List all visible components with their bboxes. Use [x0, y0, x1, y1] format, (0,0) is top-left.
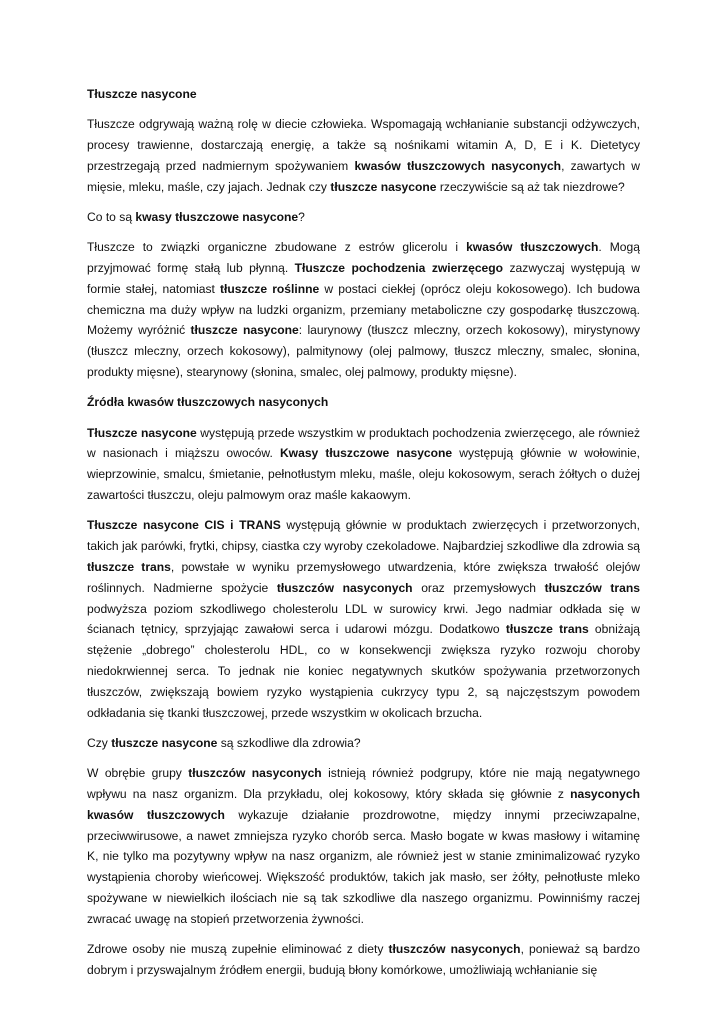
- paragraph-healthy-people: [87, 939, 640, 981]
- bold-phrase: tłuszczów nasyconych: [388, 941, 521, 956]
- bold-phrase: tłuszcze trans: [505, 622, 589, 637]
- paragraph-sources: [87, 423, 640, 506]
- text-run: istnieją również podgrupy, które nie mają negatywnego wpływu na nasz organizm. Dla przykładu, olej kokosowy, który składa się głównie z: [87, 766, 640, 801]
- bold-phrase: tłuszcze nasycone: [111, 735, 218, 750]
- bold-phrase: tłuszczów trans: [544, 580, 640, 595]
- bold-phrase: Kwasy tłuszczowe nasycone: [279, 446, 453, 461]
- text-run: , powstałe w wyniku przemysłowego utwardzenia, które zwiększa trwałość olejów roślinnych. Nadmierne spożycie: [87, 559, 640, 595]
- bold-phrase: kwasy tłuszczowe nasycone: [135, 209, 299, 224]
- paragraph-intro: [87, 114, 640, 197]
- text-run: występują głównie w wołowinie, wieprzowinie, smalcu, śmietanie, pełnotłustym mleku, maśle, oleju kokosowym, serach żółtych o dużej zawartości tłuszczu, oleju palmowym oraz maśle kakaowym.: [87, 446, 641, 503]
- text-run: Tłuszcze to związki organiczne zbudowane z estrów glicerolu i: [87, 240, 467, 255]
- text-run: zazwyczaj występują w formie stałej, natomiast: [87, 261, 640, 296]
- bold-phrase: kwasów tłuszczowych: [466, 240, 599, 255]
- bold-phrase: tłuszcze trans: [87, 559, 171, 574]
- text-run: : laurynowy (tłuszcz mleczny, orzech kokosowy), mirystynowy (tłuszcz mleczny, orzech kokosowy), palmitynowy (olej palmowy, tłuszcz mleczny, smalec, słonina, produkty mięsne), stearynowy (słonina, smalec, olej palmowy, produkty mięsne).: [87, 323, 640, 380]
- bold-phrase: tłuszczów nasyconych: [188, 766, 322, 781]
- bold-phrase: tłuszcze nasycone: [330, 179, 437, 194]
- text-run: Czy: [87, 735, 112, 750]
- text-run: Tłuszcze odgrywają ważną rolę w diecie człowieka. Wspomagają wchłanianie substancji odżywczych, procesy trawienne, dostarczają energię, a także są nośnikami witamin A, D, E i K. Dietetycy przestrzegają przed nadmiernym spożywaniem: [87, 117, 640, 173]
- bold-phrase: tłuszczów nasyconych: [276, 580, 413, 595]
- document-page: [87, 84, 640, 990]
- bold-phrase: kwasów tłuszczowych nasyconych: [354, 158, 562, 173]
- text-run: występują przede wszystkim w produktach pochodzenia zwierzęcego, ale również w nasionach i miąższu owoców.: [87, 425, 641, 461]
- text-run: rzeczywiście są aż tak niezdrowe?: [436, 179, 625, 194]
- text-run: wykazuje działanie prozdrowotne, między innymi przeciwzapalne, przeciwwirusowe, a nawet zmniejsza ryzyko chorób serca. Masło bogate w kwas masłowy i witaminę K, nie tylko ma pozytywny wpływ na nasz organizm, ale również jest w stanie zminimalizować ryzyko wystąpienia choroby wieńcowej. Większość produktów, takich jak masło, ser żółty, pełnotłuste mleko spożywane w niewielkich ilościach nie są tak szkodliwe dla naszego organizmu. Powinniśmy raczej zwracać uwagę na stopień przetworzenia żywności.: [87, 807, 640, 926]
- text-run: ?: [298, 209, 305, 224]
- bold-phrase: Tłuszcze nasycone CIS i TRANS: [87, 518, 281, 533]
- text-run: w postaci ciekłej (oprócz oleju kokosowego). Ich budowa chemiczna ma duży wpływ na ludzki organizm, przemiany metaboliczne czy gospodarkę tłuszczową. Możemy wyróżnić: [87, 281, 640, 338]
- bold-phrase: Tłuszcze nasycone: [87, 425, 197, 440]
- paragraph-cis-trans: [87, 515, 640, 723]
- text-run: Zdrowe osoby nie muszą zupełnie eliminować z diety: [87, 941, 389, 956]
- question-heading-what-are: [87, 207, 640, 228]
- bold-phrase: tłuszcze roślinne: [220, 281, 320, 296]
- text-run: . Mogą przyjmować formę stałą lub płynną.: [87, 240, 640, 276]
- paragraph-subgroups: [87, 763, 640, 929]
- text-run: obniżają stężenie „dobrego” cholesterolu HDL, co w konsekwencji zwiększa ryzyko rozwoju choroby niedokrwiennej serca. To jednak nie koniec negatywnych skutków spożywania przetworzonych tłuszczów, zwiększają bowiem ryzyko wystąpienia cukrzycy typu 2, są najczęstszym powodem odkładania się tkanki tłuszczowej, przede wszystkim w okolicach brzucha.: [87, 622, 640, 720]
- section-heading-sources: Źródła kwasów tłuszczowych nasyconych: [87, 395, 329, 410]
- text-run: W obrębie grupy: [87, 766, 189, 781]
- bold-phrase: tłuszcze nasycone: [190, 323, 299, 338]
- text-run: , ponieważ są bardzo dobrym i przyswajalnym źródłem energii, budują błony komórkowe, umożliwiają wchłanianie się: [87, 941, 641, 977]
- text-run: podwyższa poziom szkodliwego cholesterolu LDL w surowicy krwi. Jego nadmiar odkłada się w ścianach tętnicy, sprzyjając zawałowi serca i udarowi mózgu. Dodatkowo: [87, 601, 640, 637]
- paragraph-definition: [87, 237, 640, 383]
- bold-phrase: nasyconych kwasów tłuszczowych: [87, 786, 640, 822]
- document-title: Tłuszcze nasycone: [87, 87, 197, 101]
- text-run: występują głównie w produktach zwierzęcych i przetworzonych, takich jak parówki, frytki, chipsy, ciastka czy wyroby czekoladowe. Najbardziej szkodliwe dla zdrowia są: [87, 518, 640, 554]
- bold-phrase: Tłuszcze pochodzenia zwierzęcego: [294, 261, 504, 276]
- text-run: , zawartych w mięsie, mleku, maśle, czy jajach. Jednak czy: [87, 158, 640, 194]
- text-run: oraz przemysłowych: [412, 580, 545, 595]
- question-heading-harmful: [87, 733, 640, 754]
- text-run: są szkodliwe dla zdrowia?: [217, 735, 361, 750]
- text-run: Co to są: [87, 209, 136, 224]
